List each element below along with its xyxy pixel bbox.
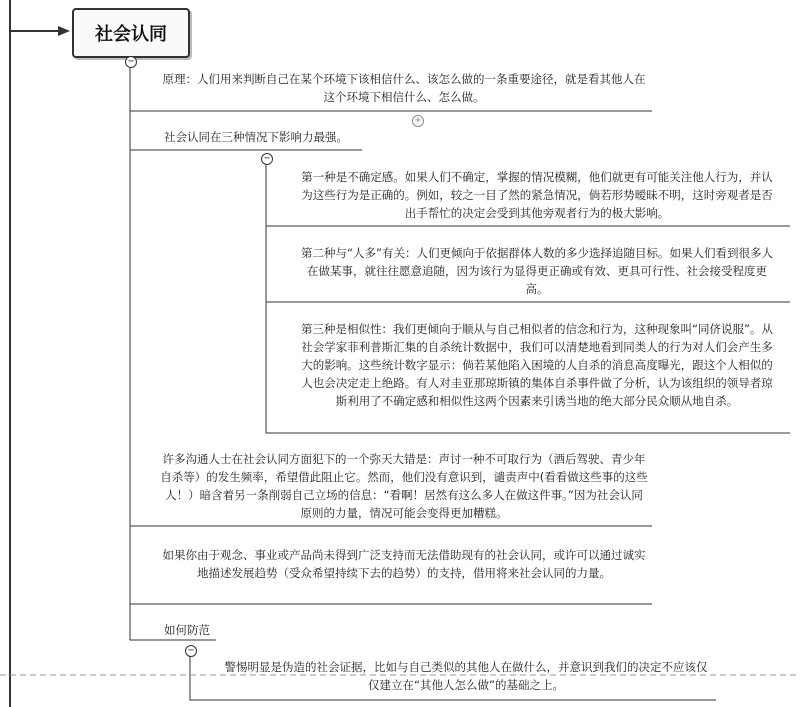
- topic-common-mistake[interactable]: 许多沟通人士在社会认同方面犯下的一个弥天大错是：声讨一种不可取行为（酒后驾驶、青少年自杀等）的发生频率，希望借此阻止它。然而，他们没有意识到，谴责声中(看看做这些事的这些人！）暗含着另一条削弱自己立场的信息：“看啊！居然有这么多人在做这件事。”因为社会认同原则的力量，情况可能会变得更加糟糕。: [160, 452, 648, 520]
- collapse-icon[interactable]: −: [185, 645, 197, 657]
- topic-alert[interactable]: 警惕明显是伪造的社会证据，比如与自己类似的其他人在做什么，并意识到我们的决定不应该仅仅建立在“其他人怎么做”的基础之上。: [224, 660, 708, 692]
- root-topic-title: 社会认同: [95, 24, 167, 45]
- topic-future-trend[interactable]: 如果你由于观念、事业或产品尚未得到广泛支持而无法借助现有的社会认同，或许可以通过诚实地描述发展趋势（受众希望持续下去的趋势）的支持，借用将来社会认同的力量。: [162, 548, 646, 580]
- topic-principle[interactable]: 原理：人们用来判断自己在某个环境下该相信什么、该怎么做的一条重要途径，就是看其他人在这个环境下相信什么、怎么做。: [162, 72, 646, 104]
- topic-case-numbers[interactable]: 第二种与“人多”有关：人们更倾向于依据群体人数的多少选择追随目标。如果人们看到很多人在做某事，就往往愿意追随，因为该行为显得更正确或有效、更具可行性、社会接受程度更高。: [301, 246, 773, 296]
- expand-icon[interactable]: +: [412, 115, 424, 127]
- topic-three-cases[interactable]: 社会认同在三种情况下影响力最强。: [164, 130, 348, 144]
- topic-case-uncertainty[interactable]: 第一种是不确定感。如果人们不确定，掌握的情况模糊，他们就更有可能关注他人行为，并认为这些行为是正确的。例如，较之一目了然的紧急情况，倘若形势暧昧不明，这时旁观者是否出手帮忙的决定会受到其他旁观者行为的极大影响。: [301, 170, 773, 220]
- topic-defense[interactable]: 如何防范: [164, 623, 210, 637]
- collapse-icon[interactable]: −: [261, 153, 273, 165]
- root-topic-node[interactable]: [72, 8, 190, 58]
- topic-case-similarity[interactable]: 第三种是相似性：我们更倾向于顺从与自己相似者的信念和行为，这种现象叫“同侪说服”。从社会学家菲利普斯汇集的自杀统计数据中，我们可以清楚地看到同类人的行为对人们会产生多大的影响。这些统计数字显示：倘若某他陷入困境的人自杀的消息高度曝光，跟这个人相似的人也会决定走上绝路。有人对圭亚那琼斯镇的集体自杀事件做了分析，认为该组织的领导者琼斯利用了不确定感和相似性这两个因素来引诱当地的绝大部分民众顺从地自杀。: [301, 322, 773, 408]
- collapse-icon[interactable]: −: [125, 56, 137, 68]
